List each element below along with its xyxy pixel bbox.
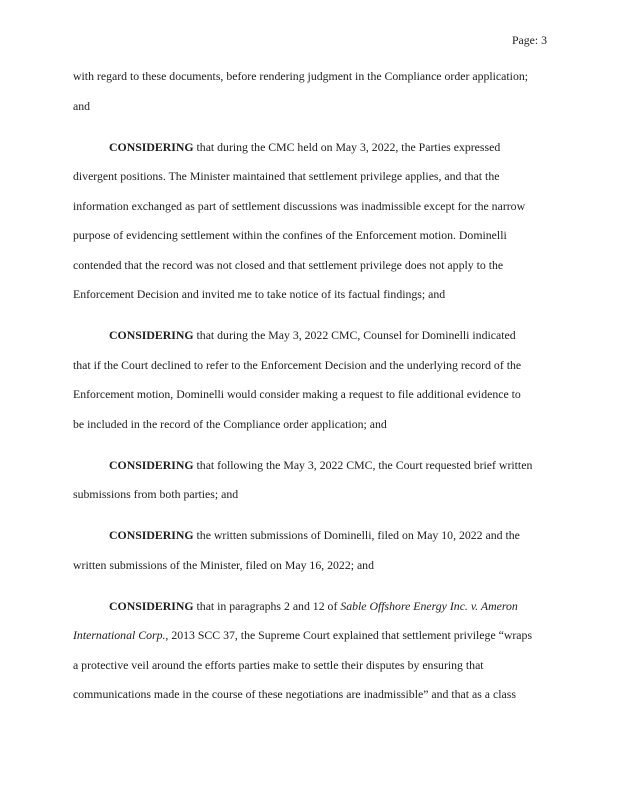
paragraph <box>73 133 603 310</box>
considering-keyword: CONSIDERING <box>109 528 194 542</box>
text-segment: a protective veil around the efforts parties make to settle their disputes by ensuring that <box>73 657 484 672</box>
text-segment: and <box>73 98 91 113</box>
paragraph <box>73 521 603 580</box>
case-citation: International Corp. <box>73 628 166 642</box>
text-segment: contended that the record was not closed and that settlement privilege does not apply to the <box>73 257 504 272</box>
text-line <box>73 62 603 92</box>
document-body <box>73 62 603 721</box>
paragraph <box>73 451 603 510</box>
text-line <box>73 192 603 222</box>
text-segment: that if the Court declined to refer to the Enforcement Decision and the underlying record of the <box>73 357 522 372</box>
text-segment: that during the May 3, 2022 CMC, Counsel for Dominelli indicated <box>193 328 516 342</box>
text-line <box>73 380 603 410</box>
text-segment: the written submissions of Dominelli, filed on May 10, 2022 and the <box>193 528 520 542</box>
text-segment: that during the CMC held on May 3, 2022, the Parties expressed <box>193 139 501 154</box>
text-segment: that in paragraphs 2 and 12 of <box>193 598 341 613</box>
paragraph <box>73 321 603 439</box>
text-line <box>73 592 603 622</box>
considering-keyword: CONSIDERING <box>109 139 194 154</box>
text-line <box>73 551 603 581</box>
considering-keyword: CONSIDERING <box>109 598 194 613</box>
text-line <box>73 651 603 681</box>
text-segment: that following the May 3, 2022 CMC, the Court requested brief written <box>193 457 533 472</box>
case-citation: Sable Offshore Energy Inc. v. Ameron <box>340 598 518 613</box>
page-number: Page: 3 <box>511 33 547 47</box>
text-segment: Enforcement motion, Dominelli would consider making a request to file additional evidence to <box>73 387 521 401</box>
text-segment: Enforcement Decision and invited me to take notice of its factual findings; and <box>73 287 446 301</box>
considering-keyword: CONSIDERING <box>109 457 194 472</box>
text-segment: be included in the record of the Compliance order application; and <box>73 416 387 431</box>
text-line <box>73 221 603 251</box>
text-segment: with regard to these documents, before rendering judgment in the Compliance order application; <box>73 69 529 83</box>
text-line <box>73 521 603 551</box>
text-line <box>73 410 603 440</box>
text-line <box>73 280 603 310</box>
text-line <box>73 92 603 122</box>
text-line <box>73 680 603 710</box>
text-line <box>73 162 603 192</box>
text-segment: , 2013 SCC 37, the Supreme Court explained that settlement privilege “wraps <box>165 628 533 642</box>
considering-keyword: CONSIDERING <box>109 328 194 342</box>
text-segment: submissions from both parties; and <box>73 487 239 501</box>
text-line <box>73 321 603 351</box>
text-line <box>73 480 603 510</box>
text-segment: purpose of evidencing settlement within the confines of the Enforcement motion. Dominelli <box>73 228 507 242</box>
text-line <box>73 251 603 281</box>
paragraph <box>73 592 603 710</box>
text-line <box>73 621 603 651</box>
text-line <box>73 351 603 381</box>
text-segment: written submissions of the Minister, filed on May 16, 2022; and <box>73 557 374 572</box>
paragraph <box>73 62 603 121</box>
text-segment: communications made in the course of these negotiations are inadmissible” and that as a class <box>73 687 516 701</box>
text-segment: information exchanged as part of settlement discussions was inadmissible except for the narrow <box>73 198 526 213</box>
text-line <box>73 133 603 163</box>
text-line <box>73 451 603 481</box>
text-segment: divergent positions. The Minister maintained that settlement privilege applies, and that the <box>73 169 500 183</box>
